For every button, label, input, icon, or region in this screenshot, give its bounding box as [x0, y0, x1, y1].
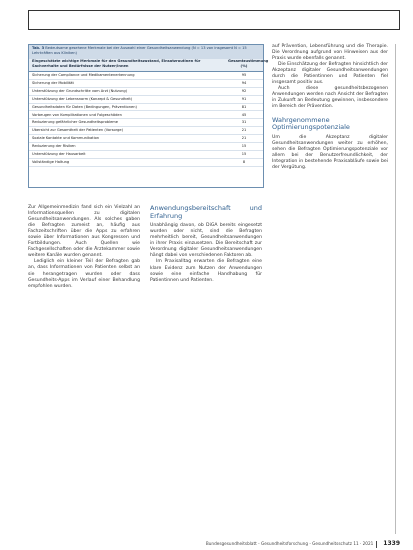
- body-paragraph: Um die Akzeptanz digitaler Gesundheitsanwendungen weiter zu erhöhen, sehen die Befragten Optimierungspotenziale vor allem bei der Benutzerfreundlichkeit, der Integration in bestehende Praxisabläufe sowie bei der Vergütung.: [272, 134, 388, 170]
- footer-divider: [376, 541, 377, 548]
- table-row: [29, 88, 263, 96]
- body-paragraph: Lediglich ein kleiner Teil der Befragten gab an, dass Informationen von Patienten selbst an sie herangetragen wurden oder dass Gesundheits-Apps im Verlauf einer Behandlung empfohlen wurden.: [28, 259, 140, 289]
- table-cell-feature: Unterstützung der Hausarbeit: [32, 151, 86, 156]
- body-paragraph: Unabhängig davon, ob DiGA bereits eingesetzt wurden oder nicht, sind die Befragten mehrheitlich bereit, Gesundheitsanwendungen in ihrer Praxis einzusetzen. Die Bereitschaft zur Verordnung digitaler Gesundheitsanwendungen hängt dabei von verschiedenen Faktoren ab.: [150, 223, 262, 259]
- body-paragraph: Auch diese gesundheitsbezogenen Anwendungen werden nach Ansicht der Befragten in Zukunft an Bedeutung gewinnen, insbesondere im Bereich der Prävention.: [272, 86, 388, 110]
- table-row: [29, 143, 263, 151]
- body-paragraph: Die Einschätzung der Befragten hinsichtlich der Akzeptanz digitaler Gesundheitsanwendungen durch die Patientinnen und Patienten fiel insgesamt positiv aus.: [272, 62, 388, 86]
- table-cell-feature: Sicherung der Mobilität: [32, 80, 74, 85]
- table-cell-value: 92: [241, 88, 247, 93]
- table-caption-label: Tab. 3: [32, 46, 45, 50]
- table-cell-value: 8: [242, 159, 246, 164]
- table-cell-feature: Reduzierung gefährlicher Gesundheitsprobleme: [32, 120, 119, 125]
- text-column-middle: [150, 205, 262, 284]
- table-cell-feature: Übersicht zur Gesamtheit der Patienten (Vorsorge): [32, 128, 123, 133]
- table-cell-feature: Vollständige Haltung: [32, 159, 70, 164]
- table-caption-text: Bedeutsame gesehene Merkmale bei der Auswahl einer Gesundheitsanwendung (N = 13 von insgesamt N = 15 Lehrkräften aus Kliniken): [32, 46, 247, 55]
- margin-rule: [395, 44, 396, 534]
- table-cell-value: 91: [241, 96, 247, 101]
- table-body: [29, 72, 263, 167]
- table-header-feature: Eingeschätzte wichtige Merkmale für den Gesundheitszustand, Einsatzroutinen für Sachverhalte und Bedürfnisse der Nutzer/innen: [32, 59, 201, 68]
- journal-name: Bundesgesundheitsblatt - Gesundheitsforschung - Gesundheitsschutz 11 · 2021: [205, 541, 374, 546]
- table-caption: [29, 45, 263, 59]
- table-row: [29, 119, 263, 127]
- section-heading-optimierung: Wahrgenommene Optimierungspotenziale: [272, 115, 350, 132]
- table-cell-feature: Reduzierung der Risiken: [32, 144, 76, 149]
- body-paragraph: Im Praxisalltag erwarten die Befragten eine klare Evidenz zum Nutzen der Anwendungen sowie eine einfache Handhabung für Patientinnen und Patienten.: [150, 259, 262, 283]
- table-cell-feature: Sicherung der Compliance und Medikamentenerkennung: [32, 73, 135, 78]
- text-column-left: [28, 205, 140, 290]
- table-row: [29, 104, 263, 112]
- table-cell-feature: Gesundheitsdaten für Daten (Bedingungen, Präventionen): [32, 104, 137, 109]
- table-cell-value: 21: [241, 128, 247, 133]
- body-paragraph: Zur Allgemeinmedizin fand sich ein Vielzahl an Informationsquellen zu digitalen Gesundheitsanwendungen. Als solches gaben die Befragten zumeist an, häufig aus Fachzeitschriften über die Apps zu erfahren sowie über Informationen aus Kongressen und Fortbildungen. Auch Quellen wie Fachgesellschaften oder die Ärztekammer sowie weitere Kanäle wurden genannt.: [28, 205, 140, 259]
- table-cell-value: 15: [241, 144, 247, 149]
- table-cell-feature: Soziale Kontakte und Kommunikation: [32, 136, 100, 141]
- table-header-value: Gesamtzustimmung (%): [228, 59, 269, 68]
- table-cell-feature: Vorbeugen von Komplikationen und Folgeschäden: [32, 112, 122, 117]
- table-cell-feature: Unterstützung der Lebensnorm (Konzept & Gesundheit): [32, 96, 133, 101]
- text-column-right: [272, 44, 388, 171]
- table-cell-value: 45: [241, 112, 247, 117]
- page-number: 1339: [383, 540, 400, 547]
- table-cell-feature: Unterstützung der Grundschritte vom Arzt (Nutzung): [32, 88, 128, 93]
- table-cell-value: 94: [241, 80, 247, 85]
- table-cell-value: 15: [241, 151, 247, 156]
- table-row: [29, 127, 263, 135]
- table-row: [29, 159, 263, 167]
- table-cell-value: 31: [241, 120, 247, 125]
- table-cell-value: 95: [241, 73, 247, 78]
- table-row: [29, 151, 263, 159]
- table-cell-value: 81: [241, 104, 247, 109]
- table-cell-value: 21: [241, 136, 247, 141]
- table-row: [29, 96, 263, 104]
- data-table: [28, 44, 269, 188]
- table-row: [29, 135, 263, 143]
- header-box: [28, 10, 400, 30]
- section-heading-anwendung: Anwendungsbereitschaft und Erfahrung: [150, 204, 262, 220]
- table-row: [29, 111, 263, 119]
- table-row: [29, 72, 263, 80]
- page-footer: [150, 540, 400, 548]
- table-header: [29, 59, 269, 72]
- table-row: [29, 80, 263, 88]
- body-paragraph: auf Prävention, Lebensführung und die Therapie. Die Verordnung aufgrund von Hinweisen aus der Praxis wurde ebenfalls genannt.: [272, 44, 388, 62]
